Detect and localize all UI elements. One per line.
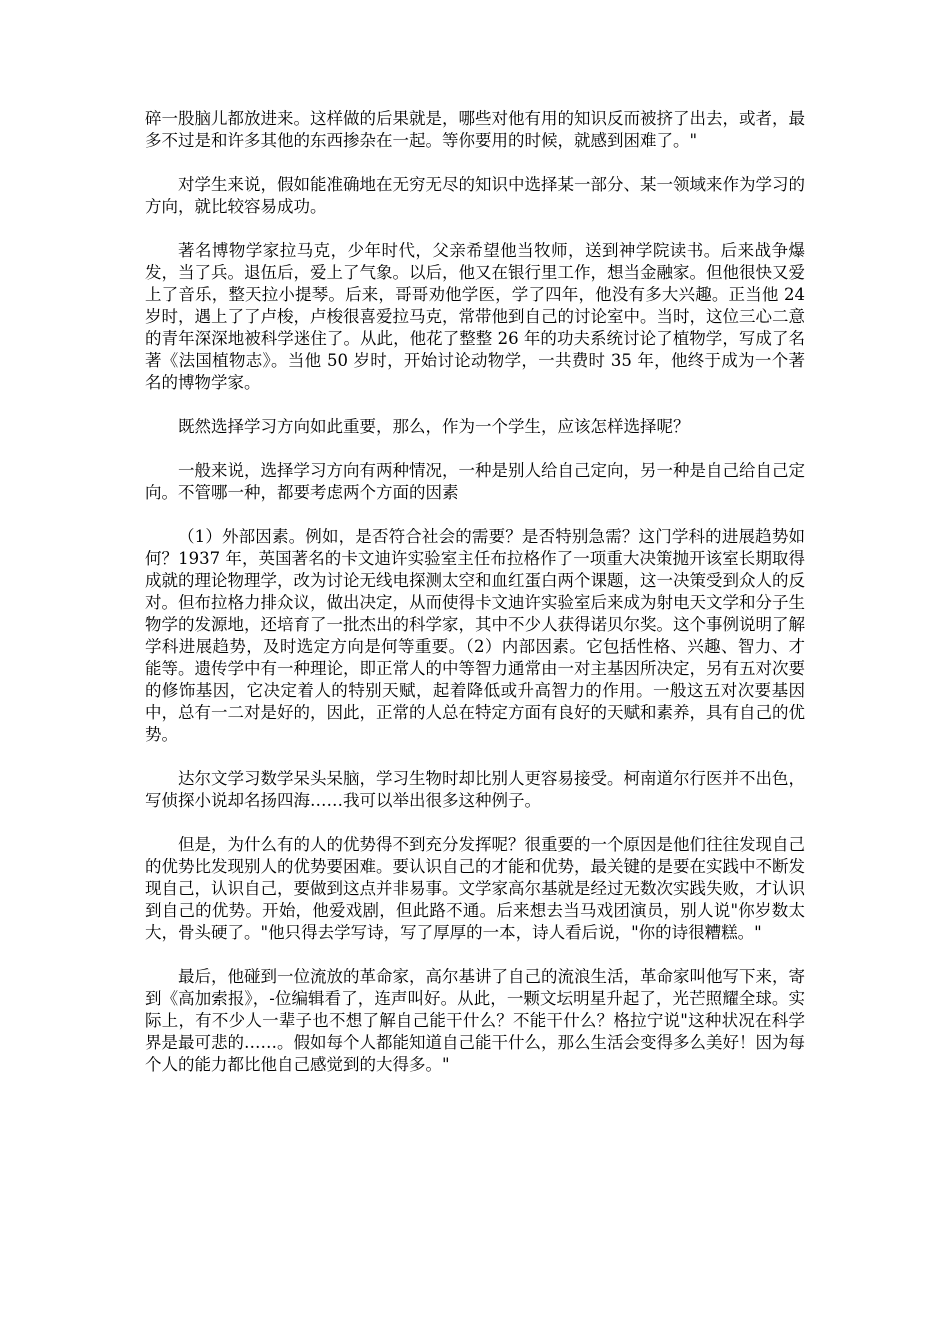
paragraph-4: 既然选择学习方向如此重要，那么，作为一个学生，应该怎样选择呢？ <box>178 417 690 436</box>
paragraph-3: 著名博物学家拉马克，少年时代，父亲希望他当牧师，送到神学院读书。后来战争爆发，当了兵。退伍后，爱上了气象。以后，他又在银行里工作，想当金融家。但他很快又爱上了音乐，整天拉小提琴。后来，哥哥劝他学医，学了四年，他没有多大兴趣。正当他 24 岁时，遇上了了卢梭，卢梭很喜爱拉马克，常带他到自己的讨论室中。当时，这位三心二意的青年深深地被科学迷住了。从此，他花了整整 26 年的功夫系统讨论了植物学，写成了名著《法国植物志》。当他 50 岁时，开始讨论动物学，一共费时 35 年，他终于成为一个著名的博物学家。 <box>145 241 805 392</box>
paragraph-7: 达尔文学习数学呆头呆脑，学习生物时却比别人更容易接受。柯南道尔行医并不出色，写侦探小说却名扬四海……我可以举出很多这种例子。 <box>145 769 805 810</box>
paragraph-6: （1）外部因素。例如，是否符合社会的需要？是否特别急需？这门学科的进展趋势如何？1937 年，英国著名的卡文迪许实验室主任布拉格作了一项重大决策抛开该室长期取得成就的理论物理学，改为讨论无线电探测太空和血红蛋白两个课题，这一决策受到众人的反对。但布拉格力排众议，做出决定，从而使得卡文迪许实验室后来成为射电天文学和分子生物学的发源地，还培育了一批杰出的科学家，其中不少人获得诺贝尔奖。这个事例说明了解学科进展趋势，及时选定方向是何等重要。（2）内部因素。它包括性格、兴趣、智力、才能等。遗传学中有一种理论，即正常人的中等智力通常由一对主基因所决定，另有五对次要的修饰基因，它决定着人的特别天赋，起着降低或升高智力的作用。一般这五对次要基因中，总有一二对是好的，因此，正常的人总在特定方面有良好的天赋和素养，具有自己的优势。 <box>145 527 805 744</box>
paragraph-8: 但是，为什么有的人的优势得不到充分发挥呢？很重要的一个原因是他们往往发现自己的优势比发现别人的优势要困难。要认识自己的才能和优势，最关键的是要在实践中不断发现自己，认识自己，要做到这点并非易事。文学家高尔基就是经过无数次实践失败，才认识到自己的优势。开始，他爱戏剧，但此路不通。后来想去当马戏团演员，别人说"你岁数太大，骨头硬了。"他只得去学写诗，写了厚厚的一本，诗人看后说，"你的诗很糟糕。" <box>145 835 805 942</box>
paragraph-2: 对学生来说，假如能准确地在无穷无尽的知识中选择某一部分、某一领域来作为学习的方向，就比较容易成功。 <box>145 175 805 216</box>
document-body <box>145 108 805 1098</box>
paragraph-9: 最后，他碰到一位流放的革命家，高尔基讲了自己的流浪生活，革命家叫他写下来，寄到《高加索报》，-位编辑看了，连声叫好。从此，一颗文坛明星升起了，光芒照耀全球。实际上，有不少人一辈子也不想了解自己能干什么？不能干什么？格拉宁说"这种状况在科学界是最可悲的……。假如每个人都能知道自己能干什么，那么生活会变得多么美好！因为每个人的能力都比他自己感觉到的大得多。" <box>145 967 805 1074</box>
paragraph-5: 一般来说，选择学习方向有两种情况，一种是别人给自己定向，另一种是自己给自己定向。不管哪一种，都要考虑两个方面的因素 <box>145 461 805 502</box>
paragraph-1: 碎一股脑儿都放进来。这样做的后果就是，哪些对他有用的知识反而被挤了出去，或者，最多不过是和许多其他的东西掺杂在一起。等你要用的时候，就感到困难了。" <box>145 109 805 150</box>
